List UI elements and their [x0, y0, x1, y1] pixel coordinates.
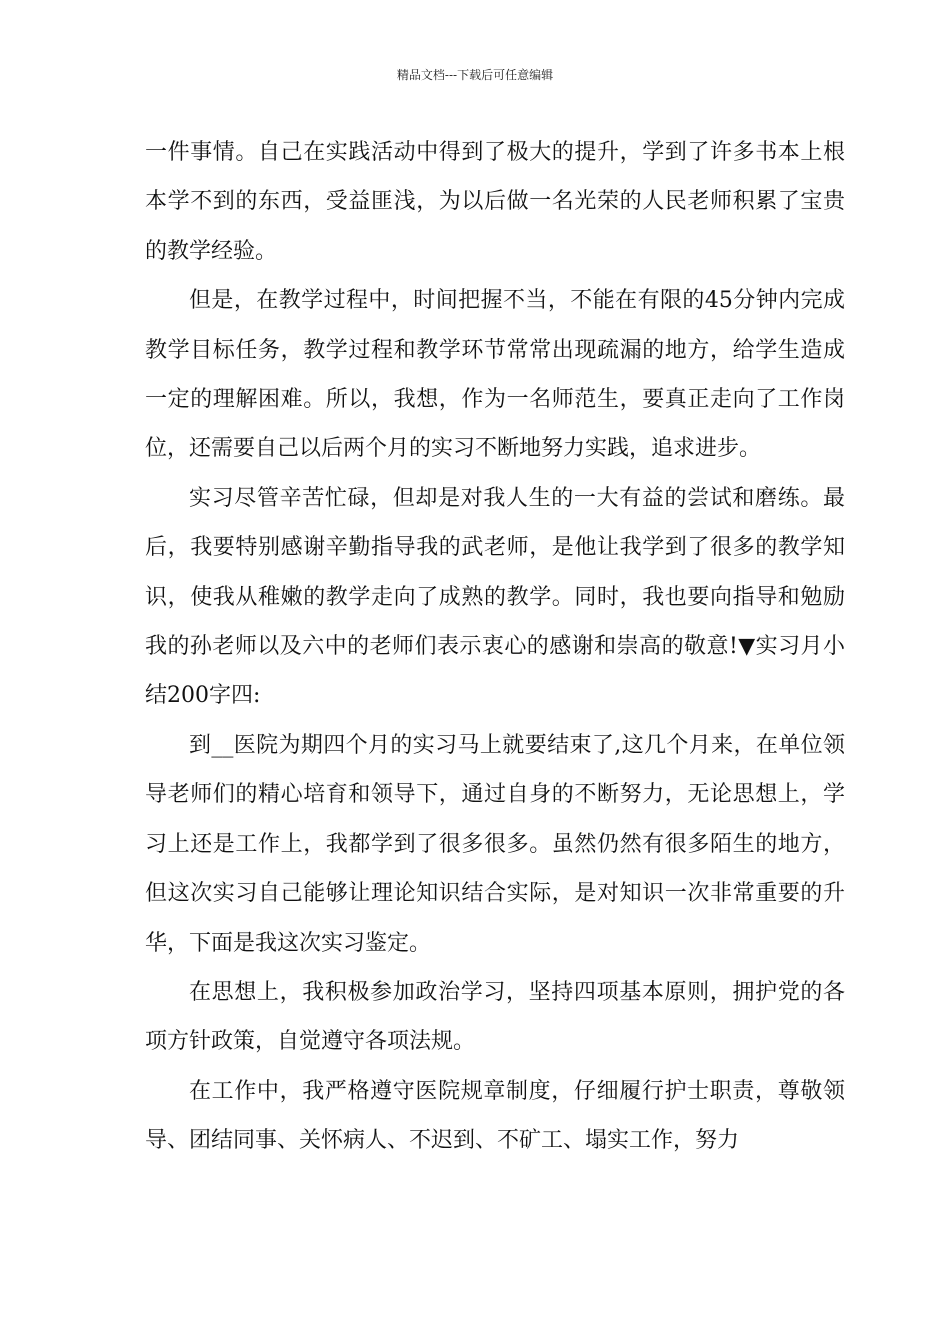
paragraph: 到__医院为期四个月的实习马上就要结束了,这几个月来，在单位领导老师们的精心培育和领导下，通过自身的不断努力，无论思想上，学习上还是工作上，我都学到了很多很多。虽然仍然有很多陌生的地方，但这次实习自己能够让理论知识结合实际，是对知识一次非常重要的升华，下面是我这次实习鉴定。 [145, 732, 845, 956]
document-body [145, 128, 845, 1166]
paragraph: 在思想上，我积极参加政治学习，坚持四项基本原则，拥护党的各项方针政策，自觉遵守各项法规。 [145, 979, 845, 1055]
paragraph: 一件事情。自己在实践活动中得到了极大的提升，学到了许多书本上根本学不到的东西，受益匪浅，为以后做一名光荣的人民老师积累了宝贵的教学经验。 [145, 140, 845, 264]
page-header: 精品文档---下载后可任意编辑 [396, 68, 554, 82]
paragraph: 但是，在教学过程中，时间把握不当，不能在有限的45分钟内完成教学目标任务，教学过程和教学环节常常出现疏漏的地方，给学生造成一定的理解困难。所以，我想，作为一名师范生，要真正走向了工作岗位，还需要自己以后两个月的实习不断地努力实践，追求进步。 [145, 288, 845, 462]
paragraph: 在工作中，我严格遵守医院规章制度，仔细履行护士职责，尊敬领导、团结同事、关怀病人、不迟到、不矿工、塌实工作，努力 [145, 1078, 845, 1154]
paragraph: 实习尽管辛苦忙碌，但却是对我人生的一大有益的尝试和磨练。最后，我要特别感谢辛勤指导我的武老师，是他让我学到了很多的教学知识，使我从稚嫩的教学走向了成熟的教学。同时，我也要向指导和勉励我的孙老师以及六中的老师们表示衷心的感谢和崇高的敬意!▼实习月小结200字四: [145, 485, 845, 709]
